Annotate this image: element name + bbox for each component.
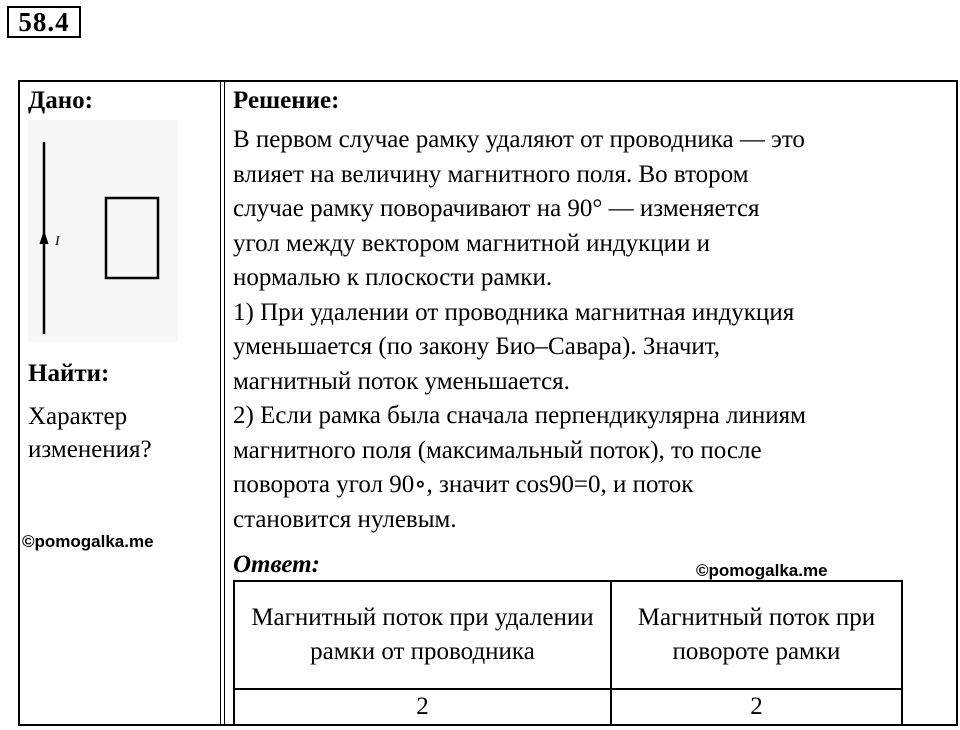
conductor-frame-figure	[28, 120, 178, 342]
answer-value-rotation: 2	[611, 689, 902, 725]
answer-value-row	[234, 689, 902, 725]
frame-rectangle	[106, 198, 158, 278]
watermark-left: ©pomogalka.me	[22, 532, 154, 551]
given-heading: Дано:	[28, 87, 93, 114]
find-question: Характер изменения?	[28, 403, 152, 463]
solution-heading: Решение:	[233, 87, 340, 114]
current-label: I	[55, 234, 60, 249]
solution-paragraph-2: 2) Если рамка была сначала перпендикулярна линиям магнитного поля (максимальный поток), то после поворота угол 90∘, значит cos90=0, и поток становится нулевым.	[233, 402, 806, 533]
answer-label: Ответ:	[233, 551, 320, 578]
current-arrow-icon	[40, 230, 49, 244]
watermark-right: ©pomogalka.me	[696, 561, 828, 580]
answer-table	[233, 580, 903, 726]
figure-svg	[28, 120, 178, 342]
solution-paragraph-1: 1) При удалении от проводника магнитная индукция уменьшается (по закону Био–Савара). Значит, магнитный поток уменьшается.	[233, 298, 795, 395]
answer-value-removal: 2	[234, 689, 611, 725]
answer-header-removal: Магнитный поток при удалении рамки от проводника	[234, 581, 611, 689]
answer-header-rotation: Магнитный поток при повороте рамки	[611, 581, 902, 689]
solution-paragraph-intro: В первом случае рамку удаляют от проводника — это влияет на величину магнитного поля. Во втором случае рамку поворачивают на 90° — изменяется угол между вектором магнитной индукции и нормалью к плоскости рамки.	[233, 126, 805, 291]
problem-number: 58.4	[7, 6, 81, 38]
find-heading: Найти:	[28, 360, 110, 387]
answer-header-row	[234, 581, 902, 689]
column-divider	[220, 80, 225, 726]
solution-text	[233, 123, 953, 537]
